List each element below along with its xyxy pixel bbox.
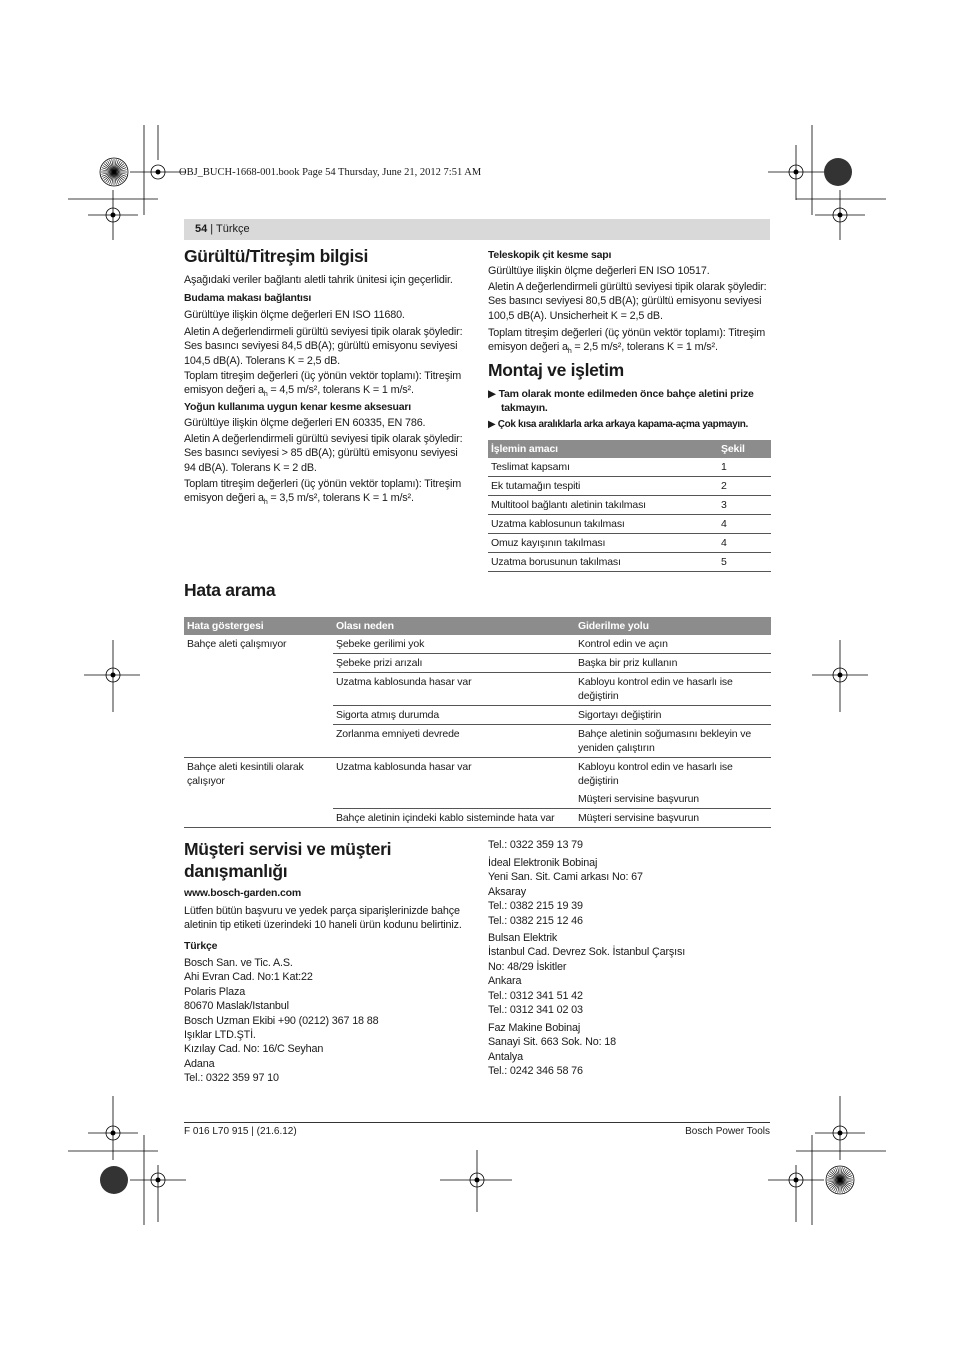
address-line: Bosch San. ve Tic. A.S. [184, 957, 293, 969]
s1-p1: Gürültüye ilişkin ölçme değerleri EN ISO 11680. [184, 309, 405, 321]
s2-p2: Aletin A değerlendirmeli gürültü seviyesi tipik olarak şöyledir: Ses basıncı seviyesi > 85 dB(A); gürültü emisyonu seviyesi 94 dB(A). Tolerans K = 2 dB. [184, 433, 463, 474]
troubleshooting-table [184, 617, 771, 828]
address-line: İstanbul Cad. Devrez Sok. İstanbul Çarşısı [488, 946, 686, 959]
footer-right: Bosch Power Tools [685, 1126, 770, 1137]
service-address-right-1 [488, 838, 770, 852]
service-title: Müşteri servisi ve müşteri danışmanlığı [184, 839, 392, 881]
assembly-figure-cell: 4 [718, 515, 771, 534]
noise-title: Gürültü/Titreşim bilgisi [184, 246, 369, 266]
troubleshooting-title: Hata arama [184, 580, 276, 600]
address-line: Ankara [488, 975, 522, 988]
ts-cause: Şebeke prizi arızalı [333, 654, 575, 673]
assembly-figure-cell: 1 [718, 458, 771, 477]
s1-p2: Aletin A değerlendirmeli gürültü seviyesi tipik olarak şöyledir: Ses basıncı seviyesi 84,5 dB(A); gürültü emisyonu seviyesi 104,5 dB(A). Tolerans K = 2,5 dB. [184, 326, 463, 367]
assembly-bullet-1: ▶ Tam olarak monte edilmeden önce bahçe aletini prize takmayın. [488, 388, 754, 414]
address-line: Tel.: 0312 341 02 03 [488, 1004, 583, 1017]
s1-title: Budama makası bağlantısı [184, 292, 312, 304]
ts-cause: Uzatma kablosunda hasar var [333, 673, 575, 706]
assembly-purpose-cell: Ek tutamağın tespiti [488, 477, 718, 496]
bullet-arrow-icon: ▶ [488, 419, 498, 430]
service-address-right-3 [488, 931, 770, 1017]
s2-title: Yoğun kullanıma uygun kenar kesme aksesuarı [184, 401, 411, 413]
service-text: Lütfen bütün başvuru ve yedek parça siparişlerinizde bahçe aletinin tip etiketi üzerindeki 10 haneli ürün kodunu belirtiniz. [184, 905, 462, 932]
s3-p2: Aletin A değerlendirmeli gürültü seviyesi tipik olarak şöyledir: Ses basıncı seviyesi 80,5 dB(A); gürültü emisyonu seviyesi 100,5 dB(A). Unsicherheit K = 2,5 dB. [488, 281, 767, 322]
ts-col-cause: Olası neden [333, 617, 575, 635]
assembly-table [488, 440, 771, 572]
ts-cause: Bahçe aletinin içindeki kablo sisteminde hata var [333, 809, 575, 828]
assembly-title: Montaj ve işletim [488, 360, 624, 380]
assembly-figure-cell: 2 [718, 477, 771, 496]
footer-divider [184, 1122, 770, 1123]
assembly-bullet-2: ▶ Çok kısa aralıklarla arka arkaya kapama-açma yapmayın. [488, 419, 748, 430]
service-country: Türkçe [184, 940, 218, 952]
address-line: Faz Makine Bobinaj [488, 1022, 581, 1034]
page-number: 54 [195, 223, 208, 235]
assembly-purpose-cell: Teslimat kapsamı [488, 458, 718, 477]
assembly-purpose-cell: Uzatma kablosunun takılması [488, 515, 718, 534]
assembly-purpose-cell: Uzatma borusunun takılması [488, 553, 718, 572]
table-row [488, 477, 771, 496]
bullet-arrow-icon: ▶ [488, 388, 499, 400]
address-line: Tel.: 0312 341 51 42 [488, 989, 583, 1002]
s3-p1: Gürültüye ilişkin ölçme değerleri EN ISO 10517. [488, 265, 710, 277]
ts-remedy: Kabloyu kontrol edin ve hasarlı ise değiştirin Müşteri servisine başvurun [575, 758, 771, 809]
address-line: Ahi Evran Cad. No:1 Kat:22 [184, 971, 313, 984]
s1-p3: Toplam titreşim değerleri (üç yönün vektör toplamı): Titreşim emisyon değeri $a_h = 4,5$ m/s², tolerans K = 1 m/s². [184, 370, 462, 399]
address-line: Işıklar LTD.ŞTİ. [184, 1029, 256, 1042]
address-line: Bosch Uzman Ekibi +90 (0212) 367 18 88 [184, 1014, 379, 1027]
address-line: Tel.: 0382 215 12 46 [488, 914, 583, 927]
table-row [488, 496, 771, 515]
table-row [488, 515, 771, 534]
address-line: Kızılay Cad. No: 16/C Seyhan [184, 1043, 324, 1056]
page-header-bar [184, 219, 770, 240]
address-line: Tel.: 0382 215 19 39 [488, 900, 583, 913]
address-line: 80670 Maslak/Istanbul [184, 1000, 289, 1013]
s3-title: Teleskopik çit kesme sapı [488, 249, 612, 261]
service-url[interactable]: www.bosch-garden.com [184, 887, 301, 899]
ts-remedy: Sigortayı değiştirin [575, 706, 771, 725]
ts-remedy: Bahçe aletinin soğumasını bekleyin ve yeniden çalıştırın [575, 725, 771, 758]
ts-cause: Uzatma kablosunda hasar var [333, 758, 575, 809]
address-line: No: 48/29 İskitler [488, 960, 567, 973]
header-separator: | [207, 223, 217, 235]
address-line: Bulsan Elektrik [488, 932, 558, 944]
service-address-right-4 [488, 1021, 770, 1079]
service-address-left [184, 956, 468, 1086]
address-line: Tel.: 0242 346 58 76 [488, 1065, 583, 1078]
ts-symptom: Bahçe aleti çalışmıyor [184, 635, 333, 758]
service-address-right-2 [488, 856, 770, 928]
address-line: Yeni San. Sit. Cami arkası No: 67 [488, 871, 643, 884]
ts-remedy: Kontrol edin ve açın [575, 635, 771, 654]
address-line: Polaris Plaza [184, 985, 246, 998]
ts-cause: Şebeke gerilimi yok [333, 635, 575, 654]
ts-cause: Zorlanma emniyeti devrede [333, 725, 575, 758]
noise-intro: Aşağıdaki veriler bağlantı aletli tahrik ünitesi için geçerlidir. [184, 274, 453, 286]
ts-symptom: Bahçe aleti kesintili olarak çalışıyor [184, 758, 333, 828]
ts-remedy: Müşteri servisine başvurun [575, 809, 771, 828]
address-line: Tel.: 0322 359 97 10 [184, 1072, 279, 1085]
assembly-figure-cell: 3 [718, 496, 771, 515]
footer-left: F 016 L70 915 | (21.6.12) [184, 1126, 297, 1137]
header-language: Türkçe [216, 223, 250, 235]
assembly-purpose-cell: Omuz kayışının takılması [488, 534, 718, 553]
s2-p3: Toplam titreşim değerleri (üç yönün vektör toplamı): Titreşim emisyon değeri $a_h = 3,5$ m/s², tolerans K = 1 m/s². [184, 478, 462, 507]
s2-p1: Gürültüye ilişkin ölçme değerleri EN 60335, EN 786. [184, 417, 426, 429]
ts-cause: Sigorta atmış durumda [333, 706, 575, 725]
assembly-col-figure: Şekil [718, 440, 771, 458]
print-info-line: OBJ_BUCH-1668-001.book Page 54 Thursday, June 21, 2012 7:51 AM [179, 167, 482, 178]
address-line: Adana [184, 1057, 215, 1070]
address-line: İdeal Elektronik Bobinaj [488, 857, 598, 869]
address-line: Aksaray [488, 885, 526, 898]
assembly-figure-cell: 5 [718, 553, 771, 572]
table-row [488, 458, 771, 477]
ts-remedy: Kabloyu kontrol edin ve hasarlı ise değiştirin [575, 673, 771, 706]
ts-col-symptom: Hata göstergesi [184, 617, 333, 635]
ts-col-remedy: Giderilme yolu [575, 617, 771, 635]
assembly-purpose-cell: Multitool bağlantı aletinin takılması [488, 496, 718, 515]
table-row [184, 635, 771, 654]
address-line: Antalya [488, 1050, 523, 1063]
table-row [488, 534, 771, 553]
s3-p3: Toplam titreşim değerleri (üç yönün vektör toplamı): Titreşim emisyon değeri $a_h = 2,5$ m/s², tolerans K = 1 m/s². [488, 327, 766, 356]
address-line: Sanayi Sit. 663 Sok. No: 18 [488, 1036, 616, 1049]
assembly-col-purpose: İşlemin amacı [488, 440, 718, 458]
table-row [488, 553, 771, 572]
table-row [184, 758, 771, 809]
address-line: Tel.: 0322 359 13 79 [488, 839, 583, 851]
ts-remedy: Başka bir priz kullanın [575, 654, 771, 673]
assembly-figure-cell: 4 [718, 534, 771, 553]
